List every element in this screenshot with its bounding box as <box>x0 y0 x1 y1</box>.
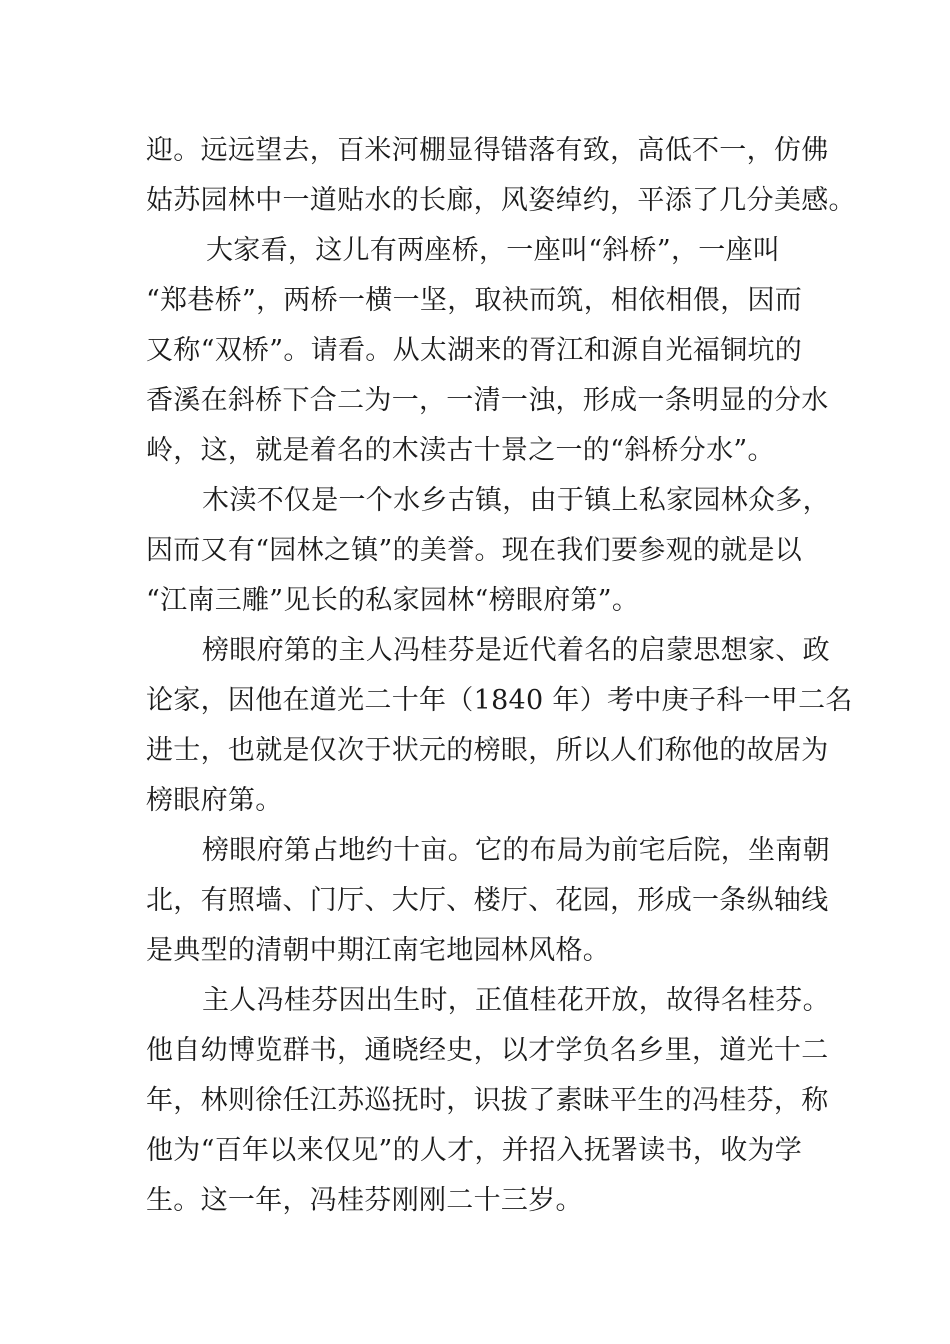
paragraph-line: 他为“百年以来仅见”的人才，并招入抚署读书，收为学 <box>146 1135 803 1166</box>
paragraph-line: 迎。远远望去，百米河棚显得错落有致，高低不一，仿佛 <box>146 135 829 166</box>
paragraph-line: 又称“双桥”。请看。从太湖来的胥江和源自光福铜坑的 <box>146 335 803 366</box>
paragraph-1 <box>146 126 856 226</box>
paragraph-line: “江南三雕”见长的私家园林“榜眼府第”。 <box>146 585 640 616</box>
paragraph-line: 是典型的清朝中期江南宅地园林风格。 <box>146 935 611 966</box>
paragraph-line: 榜眼府第占地约十亩。它的布局为前宅后院，坐南朝 <box>202 835 830 866</box>
paragraph-line: 木渎不仅是一个水乡古镇，由于镇上私家园林众多， <box>202 485 830 516</box>
paragraph-line: 生。这一年，冯桂芬刚刚二十三岁。 <box>146 1185 583 1216</box>
paragraph-line: 大家看，这儿有两座桥，一座叫“斜桥”，一座叫 <box>206 235 781 266</box>
paragraph-line: 北，有照墙、门厅、大厅、楼厅、花园，形成一条纵轴线 <box>146 885 829 916</box>
paragraph-line: 他自幼博览群书，通晓经史，以才学负名乡里，道光十二 <box>146 1035 829 1066</box>
paragraph-4 <box>146 626 853 826</box>
paragraph-line: 岭，这，就是着名的木渎古十景之一的“斜桥分水”。 <box>146 435 775 466</box>
paragraph-line: “郑巷桥”，两桥一横一坚，取袂而筑，相依相偎，因而 <box>146 285 803 316</box>
paragraph-line: 榜眼府第。 <box>146 785 283 816</box>
paragraph-line: 香溪在斜桥下合二为一，一清一浊，形成一条明显的分水 <box>146 385 829 416</box>
paragraph-line: 榜眼府第的主人冯桂芬是近代着名的启蒙思想家、政 <box>202 635 830 666</box>
paragraph-line: 主人冯桂芬因出生时，正值桂花开放，故得名桂芬。 <box>202 985 830 1016</box>
paragraph-3 <box>146 476 830 626</box>
paragraph-6 <box>146 976 830 1226</box>
paragraph-line: 进士，也就是仅次于状元的榜眼，所以人们称他的故居为 <box>146 735 829 766</box>
paragraph-2 <box>146 226 829 476</box>
paragraph-5 <box>146 826 830 976</box>
paragraph-line: 因而又有“园林之镇”的美誉。现在我们要参观的就是以 <box>146 535 803 566</box>
paragraph-line: 姑苏园林中一道贴水的长廊，风姿绰约，平添了几分美感。 <box>146 185 856 216</box>
paragraph-line: 年，林则徐任江苏巡抚时，识拔了素昧平生的冯桂芬，称 <box>146 1085 829 1116</box>
paragraph-line: 论家，因他在道光二十年（1840 年）考中庚子科一甲二名 <box>146 685 853 716</box>
document-body <box>146 126 856 1226</box>
